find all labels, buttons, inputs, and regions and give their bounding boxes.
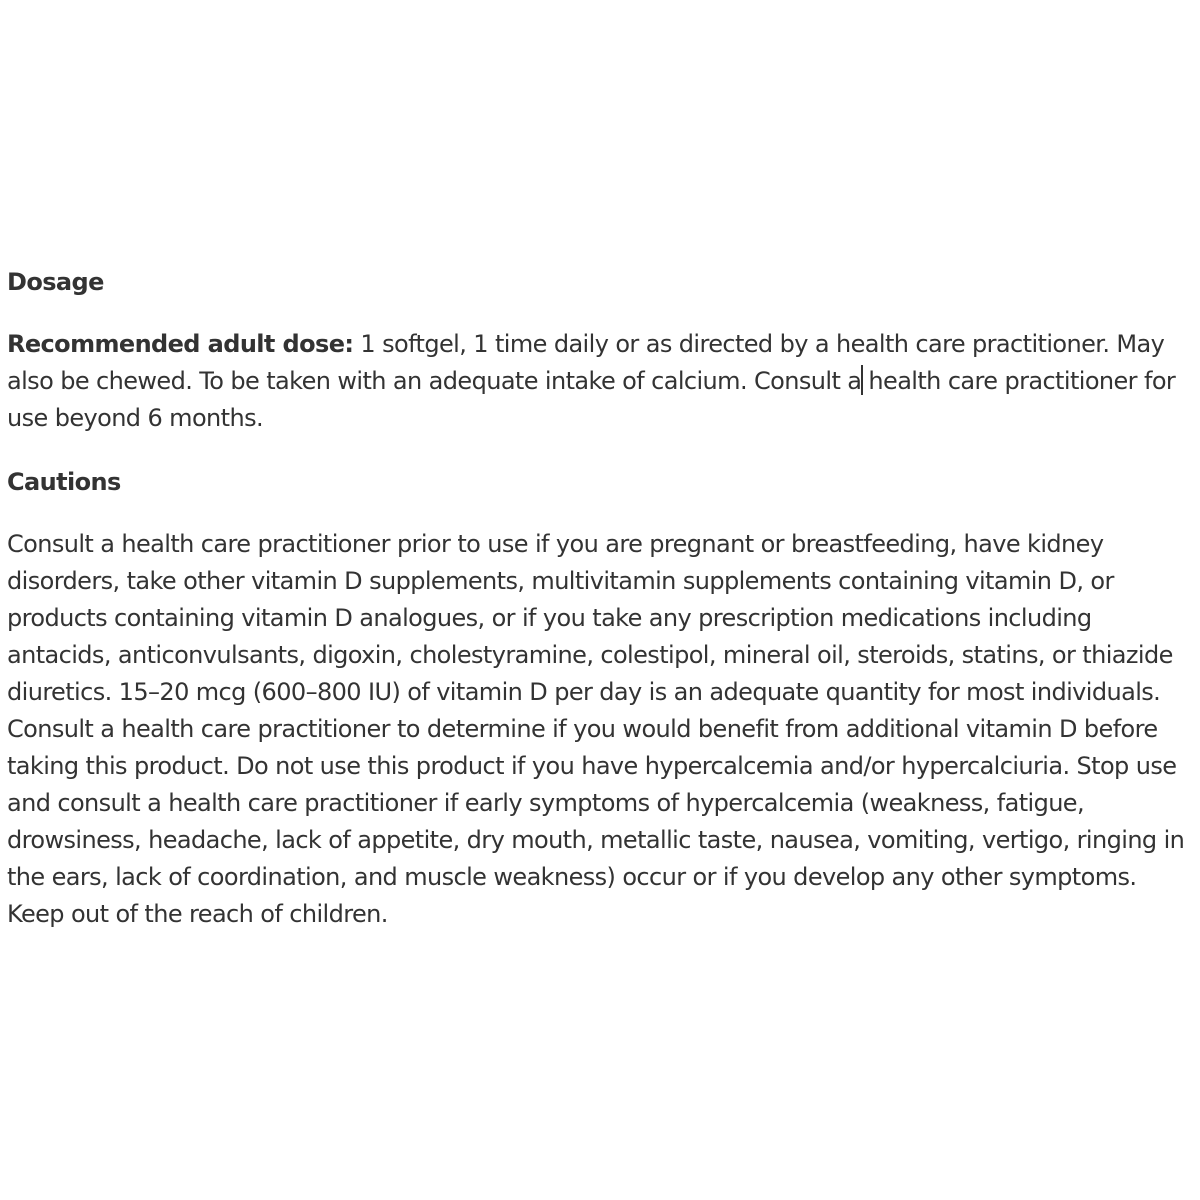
document-content [7,264,1197,933]
dosage-text-part-2: health care practitioner for use beyond 6 months. [7,367,1176,432]
cautions-paragraph[interactable]: Consult a health care practitioner prior to use if you are pregnant or breastfeeding, have kidney disorders, take other vitamin D supplements, multivitamin supplements containing vitamin D, or products containing vitamin D analogues, or if you take any prescription medications including antacids, anticonvulsants, digoxin, cholestyramine, colestipol, mineral oil, steroids, statins, or thiazide diuretics. 15–20 mcg (600–800 IU) of vitamin D per day is an adequate quantity for most individuals. Consult a health care practitioner to determine if you would benefit from additional vitamin D before taking this product. Do not use this product if you have hypercalcemia and/or hypercalciuria. Stop use and consult a health care practitioner if early symptoms of hypercalcemia (weakness, fatigue, drowsiness, headache, lack of appetite, dry mouth, metallic taste, nausea, vomiting, vertigo, ringing in the ears, lack of coordination, and muscle weakness) occur or if you develop any other symptoms. Keep out of the reach of children. [7,530,1185,928]
dosage-text-part-1: 1 softgel, 1 time daily or as directed by a health care practitioner. May also be chewed. To be taken with an adequate intake of calcium. Consult a [7,330,1165,395]
recommended-dose-label: Recommended adult dose: [7,330,354,358]
spacer [7,437,1197,464]
cautions-heading: Cautions [7,468,121,496]
spacer [7,301,1197,326]
dosage-heading: Dosage [7,268,104,296]
spacer [7,501,1197,526]
dosage-paragraph[interactable] [7,326,1197,437]
